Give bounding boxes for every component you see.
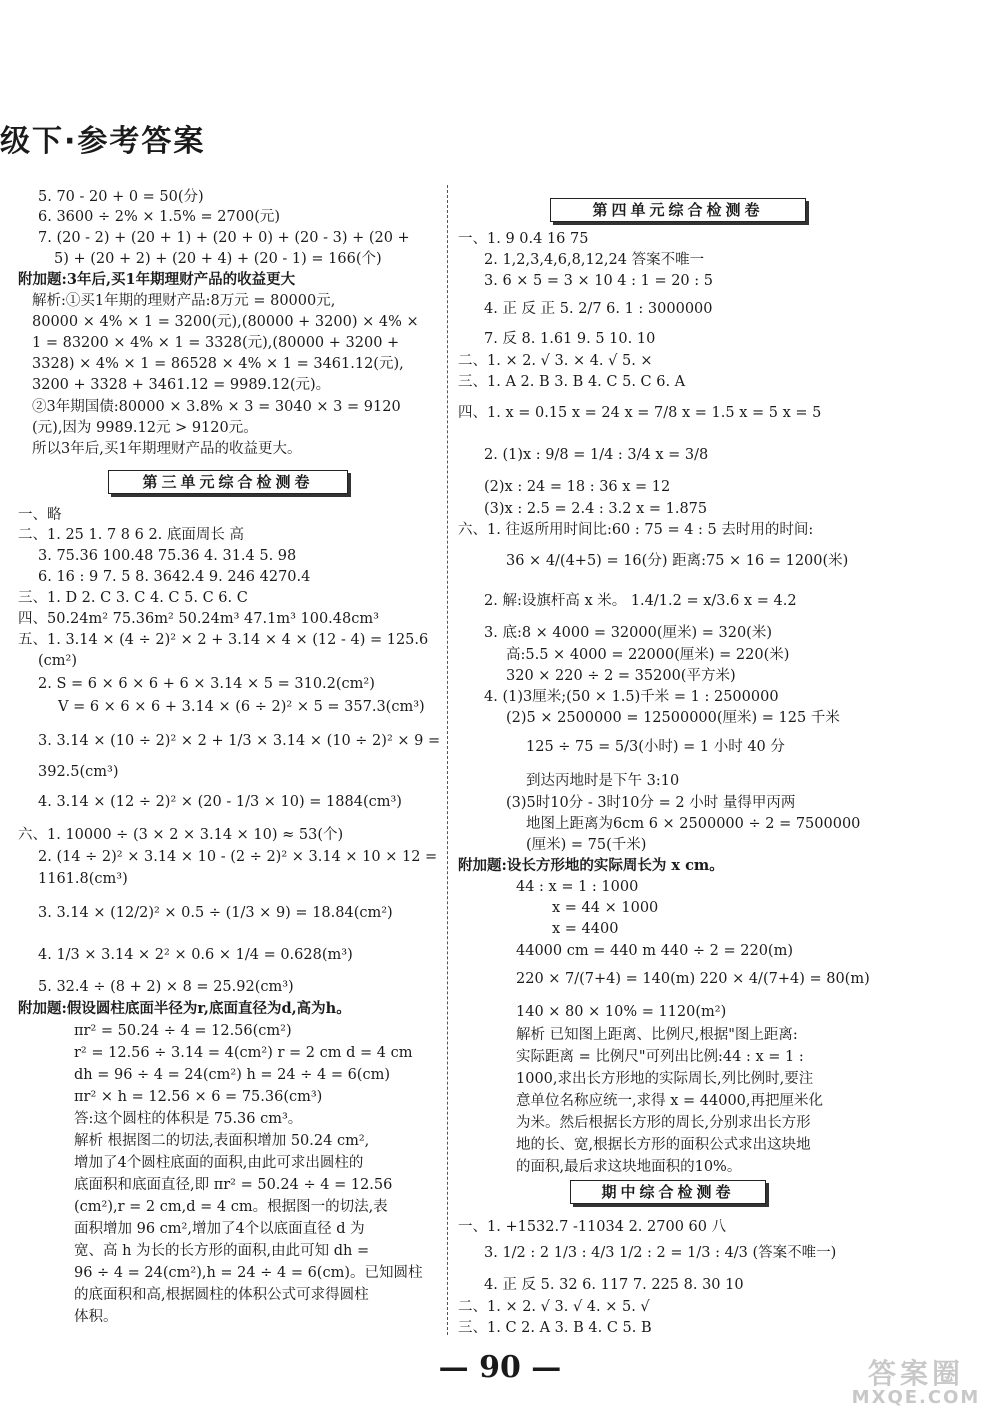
answer-line: 6. 3600 ÷ 2% × 1.5% = 2700(元) bbox=[38, 209, 281, 225]
answer-line: 到达丙地时是下午 3:10 bbox=[526, 773, 680, 789]
analysis-line: 96 ÷ 4 = 24(cm²),h = 24 ÷ 4 = 6(cm)。已知圆柱 bbox=[74, 1265, 423, 1281]
answer-line: 125 ÷ 75 = 5/3(小时) = 1 小时 40 分 bbox=[526, 739, 785, 755]
analysis-line: 宽、高 h 为长的长方形的面积,由此可知 dh = bbox=[74, 1243, 370, 1259]
watermark-logo bbox=[846, 1357, 986, 1418]
watermark-url: MXQE.COM bbox=[851, 1387, 981, 1408]
answer-line: 4. 1/3 × 3.14 × 2² × 0.6 × 1/4 = 0.628(m³) bbox=[38, 947, 353, 963]
answer-line: 4. 3.14 × (12 ÷ 2)² × (20 - 1/3 × 10) = 1884(cm³) bbox=[38, 794, 402, 810]
answer-line: 二、1. 25 1. 7 8 6 2. 底面周长 高 bbox=[18, 527, 245, 543]
answer-line: 1 = 83200 × 4% × 1 = 3328(元),(80000 + 3200 + bbox=[32, 335, 400, 351]
section-header-unit4: 第四单元综合检测卷 bbox=[550, 198, 806, 222]
answer-line: (厘米) = 75(千米) bbox=[526, 837, 647, 853]
analysis-line: 的面积,最后求这块地面积的10%。 bbox=[516, 1159, 742, 1175]
answer-line: (2)x : 24 = 18 : 36 x = 12 bbox=[484, 479, 671, 495]
answer-line: 36 × 4/(4+5) = 16(分) 距离:75 × 16 = 1200(米) bbox=[506, 553, 849, 569]
answer-line: 3. 6 × 5 = 3 × 10 4 : 1 = 20 : 5 bbox=[484, 273, 713, 289]
bonus-question: 附加题:3年后,买1年期理财产品的收益更大 bbox=[18, 271, 296, 288]
answer-line: 7. 反 8. 1.61 9. 5 10. 10 bbox=[484, 331, 656, 347]
analysis-line: 解析 已知图上距离、比例尺,根据"图上距离: bbox=[516, 1027, 798, 1043]
answer-line: 一、略 bbox=[18, 507, 62, 523]
answer-line: 六、1. 往返所用时间比:60 : 75 = 4 : 5 去时用的时间: bbox=[458, 522, 814, 538]
answer-line: 2. 解:设旗杆高 x 米。 1.4/1.2 = x/3.6 x = 4.2 bbox=[484, 593, 797, 609]
answer-line: 6. 16 : 9 7. 5 8. 3642.4 9. 246 4270.4 bbox=[38, 569, 311, 585]
analysis-line: 1000,求出长方形地的实际周长,列比例时,要注 bbox=[516, 1071, 814, 1087]
answer-line: 2. 1,2,3,4,6,8,12,24 答案不唯一 bbox=[484, 252, 705, 268]
answer-line: V = 6 × 6 × 6 + 3.14 × (6 ÷ 2)² × 5 = 357.3(cm³) bbox=[58, 699, 425, 715]
answer-line: 3200 + 3328 + 3461.12 = 9989.12(元)。 bbox=[32, 377, 331, 393]
answer-line: dh = 96 ÷ 4 = 24(cm²) h = 24 ÷ 4 = 6(cm) bbox=[74, 1067, 390, 1083]
answer-line: 3328) × 4% × 1 = 86528 × 4% × 1 = 3461.12(元), bbox=[32, 356, 404, 372]
answer-line: 5. 70 - 20 + 0 = 50(分) bbox=[38, 189, 204, 205]
answer-line: r² = 12.56 ÷ 3.14 = 4(cm²) r = 2 cm d = 4 cm bbox=[74, 1045, 413, 1061]
answer-line: 3. 75.36 100.48 75.36 4. 31.4 5. 98 bbox=[38, 548, 297, 564]
answer-line: 六、1. 10000 ÷ (3 × 2 × 3.14 × 10) ≈ 53(个) bbox=[18, 827, 344, 843]
answer-line: (3)5时10分 - 3时10分 = 2 小时 量得甲丙两 bbox=[506, 795, 796, 811]
answer-line: 392.5(cm³) bbox=[38, 764, 119, 780]
answer-line: 高:5.5 × 4000 = 22000(厘米) = 220(米) bbox=[506, 647, 790, 663]
answer-line: (3)x : 2.5 = 2.4 : 3.2 x = 1.875 bbox=[484, 501, 708, 517]
answer-line: 44000 cm = 440 m 440 ÷ 2 = 220(m) bbox=[516, 943, 793, 959]
answer-line: 4. (1)3厘米;(50 × 1.5)千米 = 1 : 2500000 bbox=[484, 689, 779, 705]
analysis-line: 意单位名称应统一,求得 x = 44000,再把厘米化 bbox=[516, 1093, 823, 1109]
answer-line: 320 × 220 ÷ 2 = 35200(平方米) bbox=[506, 668, 736, 684]
analysis-line: 体积。 bbox=[74, 1309, 118, 1325]
answer-line: 4. 正 反 5. 32 6. 117 7. 225 8. 30 10 bbox=[484, 1277, 744, 1293]
answer-line: 220 × 7/(7+4) = 140(m) 220 × 4/(7+4) = 80(m) bbox=[516, 971, 870, 987]
answer-line: 5) + (20 + 2) + (20 + 4) + (20 - 1) = 166(个) bbox=[54, 251, 382, 267]
analysis-line: 地的长、宽,根据长方形的面积公式求出这块地 bbox=[516, 1137, 811, 1153]
answer-line: 五、1. 3.14 × (4 ÷ 2)² × 2 + 3.14 × 4 × (12 - 4) = 125.6 bbox=[18, 632, 429, 648]
answer-line: 三、1. A 2. B 3. B 4. C 5. C 6. A bbox=[458, 374, 686, 390]
page-title: 级下·参考答案 bbox=[0, 124, 206, 159]
answer-line: 5. 32.4 ÷ (8 + 2) × 8 = 25.92(cm³) bbox=[38, 979, 294, 995]
answer-line: 三、1. D 2. C 3. C 4. C 5. C 6. C bbox=[18, 590, 248, 606]
section-header-unit3: 第三单元综合检测卷 bbox=[108, 470, 348, 494]
answer-line: 3. 底:8 × 4000 = 32000(厘米) = 320(米) bbox=[484, 625, 772, 641]
answer-line: 二、1. × 2. √ 3. × 4. √ 5. × bbox=[458, 353, 653, 369]
answer-line: 四、1. x = 0.15 x = 24 x = 7/8 x = 1.5 x = 5 x = 5 bbox=[458, 405, 822, 421]
analysis-line: 面积增加 96 cm²,增加了4个以底面直径 d 为 bbox=[74, 1221, 365, 1237]
answer-line: 答:这个圆柱的体积是 75.36 cm³。 bbox=[74, 1111, 303, 1127]
answer-line: 地图上距离为6cm 6 × 2500000 ÷ 2 = 7500000 bbox=[526, 816, 861, 832]
answer-line: 一、1. 9 0.4 16 75 bbox=[458, 231, 589, 247]
answer-line: 一、1. +1532.7 -11034 2. 2700 60 八 bbox=[458, 1219, 727, 1235]
analysis-line: 解析 根据图二的切法,表面积增加 50.24 cm², bbox=[74, 1133, 370, 1149]
analysis-line: 实际距离 = 比例尺"可列出比例:44 : x = 1 : bbox=[516, 1049, 804, 1065]
answer-line: (元),因为 9989.12元 > 9120元。 bbox=[32, 420, 258, 436]
answer-line: 所以3年后,买1年期理财产品的收益更大。 bbox=[32, 441, 302, 457]
answer-line: 2. (1)x : 9/8 = 1/4 : 3/4 x = 3/8 bbox=[484, 447, 709, 463]
answer-line: 7. (20 - 2) + (20 + 1) + (20 + 0) + (20 - 3) + (20 + bbox=[38, 230, 410, 246]
answer-line: 二、1. × 2. √ 3. √ 4. × 5. √ bbox=[458, 1299, 650, 1315]
answer-line: 解析:①买1年期的理财产品:8万元 = 80000元, bbox=[32, 293, 336, 309]
answer-line: 4. 正 反 正 5. 2/7 6. 1 : 3000000 bbox=[484, 301, 713, 317]
answer-line: 3. 3.14 × (10 ÷ 2)² × 2 + 1/3 × 3.14 × (10 ÷ 2)² × 9 = bbox=[38, 733, 441, 749]
answer-line: 3. 3.14 × (12/2)² × 0.5 ÷ (1/3 × 9) = 18.84(cm²) bbox=[38, 905, 393, 921]
analysis-line: 底面积和底面直径,即 πr² = 50.24 ÷ 4 = 12.56 bbox=[74, 1177, 393, 1193]
answer-line: πr² = 50.24 ÷ 4 = 12.56(cm²) bbox=[74, 1023, 292, 1039]
answer-line: 80000 × 4% × 1 = 3200(元),(80000 + 3200) × 4% × bbox=[32, 314, 419, 330]
analysis-line: 的底面积和高,根据圆柱的体积公式可求得圆柱 bbox=[74, 1287, 369, 1303]
answer-line: ②3年期国债:80000 × 3.8% × 3 = 3040 × 3 = 9120 bbox=[32, 399, 401, 415]
analysis-line: 为米。然后根据长方形的周长,分别求出长方形 bbox=[516, 1115, 811, 1131]
answer-line: (cm²) bbox=[38, 653, 77, 669]
answer-line: 3. 1/2 : 2 1/3 : 4/3 1/2 : 2 = 1/3 : 4/3 (答案不唯一) bbox=[484, 1245, 837, 1261]
answer-line: 2. (14 ÷ 2)² × 3.14 × 10 - (2 ÷ 2)² × 3.14 × 10 × 12 = bbox=[38, 849, 438, 865]
answer-line: πr² × h = 12.56 × 6 = 75.36(cm³) bbox=[74, 1089, 323, 1105]
bonus-question: 附加题:设长方形地的实际周长为 x cm。 bbox=[458, 857, 724, 874]
bonus-question: 附加题:假设圆柱底面半径为r,底面直径为d,高为h。 bbox=[18, 1000, 351, 1017]
answer-line: 140 × 80 × 10% = 1120(m²) bbox=[516, 1004, 727, 1020]
answer-line: x = 44 × 1000 bbox=[552, 900, 659, 916]
section-header-midterm: 期中综合检测卷 bbox=[570, 1180, 766, 1204]
watermark-text: 答案圈 bbox=[867, 1357, 964, 1390]
answer-line: x = 4400 bbox=[552, 921, 619, 937]
answer-line: 44 : x = 1 : 1000 bbox=[516, 879, 639, 895]
analysis-line: 增加了4个圆柱底面的面积,由此可求出圆柱的 bbox=[74, 1155, 364, 1171]
column-divider bbox=[447, 185, 448, 1335]
answer-line: 四、50.24m² 75.36m² 50.24m³ 47.1m³ 100.48cm³ bbox=[18, 611, 379, 627]
answer-line: (2)5 × 2500000 = 12500000(厘米) = 125 千米 bbox=[506, 710, 840, 726]
page-number: — 90 — bbox=[438, 1350, 562, 1385]
answer-line: 2. S = 6 × 6 × 6 + 6 × 3.14 × 5 = 310.2(cm²) bbox=[38, 676, 375, 692]
analysis-line: (cm²),r = 2 cm,d = 4 cm。根据图一的切法,表 bbox=[74, 1199, 388, 1215]
answer-line: 1161.8(cm³) bbox=[38, 871, 128, 887]
answer-line: 三、1. C 2. A 3. B 4. C 5. B bbox=[458, 1320, 652, 1336]
